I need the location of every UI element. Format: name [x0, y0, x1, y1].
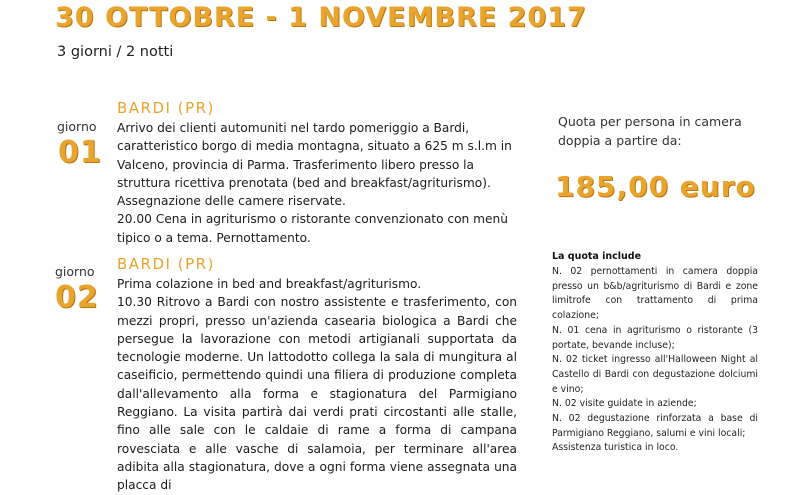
day-1-paragraph-2: 20.00 Cena in agriturismo o ristorante convenzionato con menù tipico o a tema. Pernottamento.	[117, 212, 508, 245]
day-2-paragraph-1: Prima colazione in bed and breakfast/agriturismo.	[117, 277, 422, 291]
includes-item: N. 01 cena in agriturismo o ristorante (3 portate, bevande incluse);	[552, 324, 758, 351]
includes-item: N. 02 degustazione rinforzata a base di Parmigiano Reggiano, salumi e vini locali;	[552, 413, 758, 439]
day-1-place: BARDI (PR)	[117, 99, 215, 117]
price-intro: Quota per persona in camera doppia a partire da:	[558, 114, 742, 148]
includes-title: La quota include	[552, 251, 642, 262]
includes-item: Assistenza turistica in loco.	[552, 442, 679, 454]
day-2-number: 02	[55, 280, 99, 315]
day-2-paragraph-2: 10.30 Ritrovo a Bardi con nostro assistente e trasferimento, con mezzi propri, presso un'azienda casearia biologica a Bardi che persegue la lavorazione con metodi artigianali supportata da tecnologie moderne. Un lattodotto collega la sala di mungitura al caseificio, permettendo quindi una filiera di produzione completa dall'allevamento alla forma e stagionatura del Parmigiano Reggiano. La visita partirà dai verdi prati circostanti alle stalle, fino alle sale con le caldaie di rame a forma di campana rovesciata e alle vasche di salamoia, per terminare all'area adibita alla stagionatura, dove a ogni forma viene assegnata una placca di	[117, 295, 517, 493]
day-2-word: giorno	[55, 264, 95, 279]
includes-item: N. 02 pernottamenti in camera doppia presso un b&b/agriturismo di Bardi e zone limitrofe con trattamento di prima colazione;	[552, 266, 758, 322]
day-1-paragraph-1: Arrivo dei clienti automuniti nel tardo pomeriggio a Bardi, caratteristico borgo di media montagna, situato a 625 m s.l.m in Valceno, provincia di Parma. Trasferimento libero presso la struttura ricettiva prenotata (bed and breakfast/agriturismo). Assegnazione delle camere riservate.	[117, 121, 512, 209]
day-1-description	[117, 119, 517, 247]
includes-list	[552, 265, 758, 456]
day-1-word: giorno	[57, 119, 97, 134]
duration-subtitle: 3 giorni / 2 notti	[57, 44, 174, 60]
includes-item: N. 02 visite guidate in aziende;	[552, 398, 697, 410]
includes-item: N. 02 ticket ingresso all'Halloween Night al Castello di Bardi con degustazione dolciumi e vino;	[552, 354, 758, 395]
day-1-number: 01	[58, 135, 102, 170]
price-amount: 185,00 euro	[555, 170, 756, 203]
day-2-description	[117, 275, 517, 495]
day-2-place: BARDI (PR)	[117, 255, 215, 273]
page-title: 30 OTTOBRE - 1 NOVEMBRE 2017	[55, 2, 587, 33]
